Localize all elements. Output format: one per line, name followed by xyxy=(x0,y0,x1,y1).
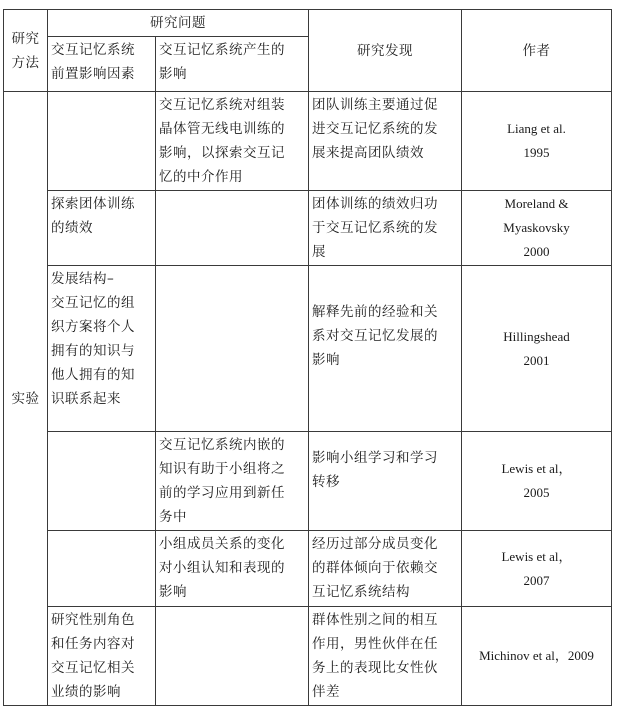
factors-cell: 研究性别角色 和任务内容对 交互记忆相关 业绩的影响 xyxy=(48,607,156,706)
findings-cell: 群体性别之间的相互 作用，男性伙伴在任 务上的表现比女性伙 伴差 xyxy=(309,607,462,706)
table-row xyxy=(4,191,612,266)
effects-cell xyxy=(156,191,309,266)
effects-cell: 小组成员关系的变化 对小组认知和表现的 影响 xyxy=(156,531,309,607)
findings-cell: 影响小组学习和学习 转移 xyxy=(309,432,462,531)
effects-cell: 交互记忆系统对组装 晶体管无线电训练的 影响，以探索交互记 忆的中介作用 xyxy=(156,92,309,191)
findings-cell: 团体训练的绩效归功 于交互记忆系统的发 展 xyxy=(309,191,462,266)
header-findings: 研究发现 xyxy=(309,10,462,92)
authors-cell: Hillingshead 2001 xyxy=(462,266,612,432)
findings-cell: 解释先前的经验和关 系对交互记忆发展的 影响 xyxy=(309,266,462,432)
method-cell: 实验 xyxy=(4,92,48,706)
table-row xyxy=(4,266,612,432)
table-row xyxy=(4,92,612,191)
authors-cell: Moreland & Myaskovsky 2000 xyxy=(462,191,612,266)
header-effects: 交互记忆系统产生的 影响 xyxy=(156,37,309,92)
findings-cell: 经历过部分成员变化 的群体倾向于依赖交 互记忆系统结构 xyxy=(309,531,462,607)
effects-cell xyxy=(156,266,309,432)
factors-cell: 发展结构– 交互记忆的组 织方案将个人 拥有的知识与 他人拥有的知 识联系起来 xyxy=(48,266,156,432)
header-row-1 xyxy=(4,10,612,37)
findings-cell: 团队训练主要通过促 进交互记忆系统的发 展来提高团队绩效 xyxy=(309,92,462,191)
factors-cell xyxy=(48,531,156,607)
table-row xyxy=(4,531,612,607)
factors-cell: 探索团体训练 的绩效 xyxy=(48,191,156,266)
header-method: 研究 方法 xyxy=(4,10,48,92)
factors-cell xyxy=(48,432,156,531)
factors-cell xyxy=(48,92,156,191)
table-row xyxy=(4,432,612,531)
table-row xyxy=(4,607,612,706)
header-question-group: 研究问题 xyxy=(48,10,309,37)
authors-cell: Liang et al. 1995 xyxy=(462,92,612,191)
authors-cell: Michinov et al，2009 xyxy=(462,607,612,706)
effects-cell: 交互记忆系统内嵌的 知识有助于小组将之 前的学习应用到新任 务中 xyxy=(156,432,309,531)
header-authors: 作者 xyxy=(462,10,612,92)
authors-cell: Lewis et al， 2005 xyxy=(462,432,612,531)
research-table xyxy=(3,9,612,706)
authors-cell: Lewis et al， 2007 xyxy=(462,531,612,607)
header-factors: 交互记忆系统 前置影响因素 xyxy=(48,37,156,92)
effects-cell xyxy=(156,607,309,706)
